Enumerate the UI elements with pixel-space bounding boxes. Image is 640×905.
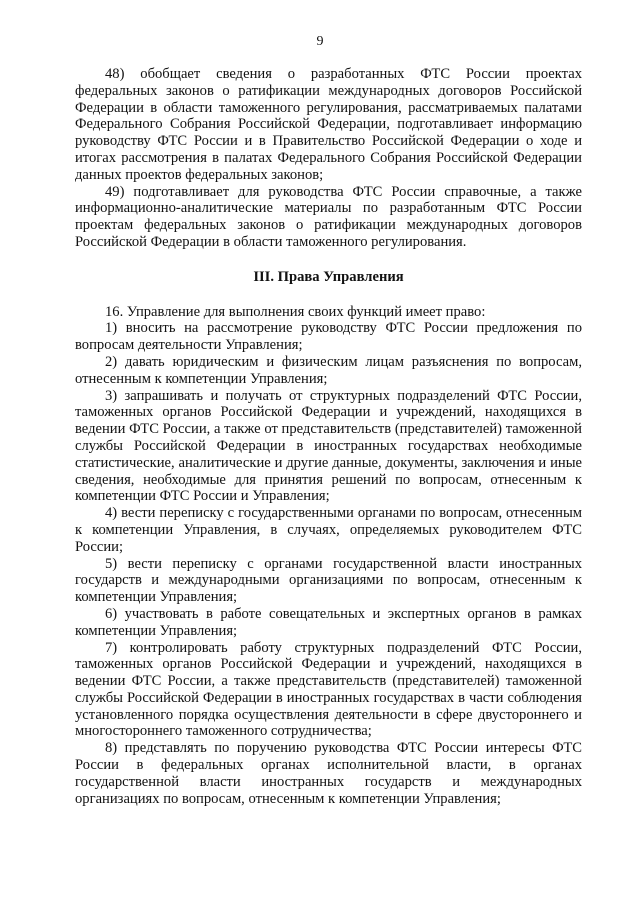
right-item-1: 1) вносить на рассмотрение руководству ФТС России предложения по вопросам деятельности Управления; [75,320,582,354]
right-item-8: 8) представлять по поручению руководства ФТС России интересы ФТС России в федеральных органах исполнительной власти, в органах государственной власти иностранных государств и международных организациях по вопросам, отнесенным к компетенции Управления; [75,740,582,807]
right-item-4: 4) вести переписку с государственными органами по вопросам, отнесенным к компетенции Управления, в случаях, определяемых руководителем ФТС России; [75,505,582,555]
right-item-2: 2) давать юридическим и физическим лицам разъяснения по вопросам, отнесенным к компетенции Управления; [75,353,582,387]
section-title: III. Права Управления [253,268,404,285]
right-item-3: 3) запрашивать и получать от структурных подразделений ФТС России, таможенных органов Российской Федерации и учреждений, находящихся в ведении ФТС России, а также от представительств (представителей) таможенной службы Российской Федерации в иностранных государствах необходимые статистические, аналитические и другие данные, документы, заключения и иные сведения, необходимые для принятия решений по вопросам, отнесенным к компетенции ФТС России и Управления; [75,387,582,505]
page-number: 9 [316,34,324,49]
right-item-5: 5) вести переписку с органами государственной власти иностранных государств и международными организациями по вопросам, отнесенным к компетенции Управления; [75,555,582,606]
document-body [75,66,582,807]
right-item-6: 6) участвовать в работе совещательных и экспертных органов в рамках компетенции Управления; [75,605,582,639]
right-item-7: 7) контролировать работу структурных подразделений ФТС России, таможенных органов Российской Федерации и учреждений, находящихся в ведении ФТС России, а также представительств (представителей) таможенной службы Российской Федерации в иностранных государствах в части соблюдения установленного порядка осуществления деятельности в сфере двустороннего и многостороннего таможенного сотрудничества; [75,639,582,740]
clause-49: 49) подготавливает для руководства ФТС России справочные, а также информационно-аналитические материалы по разработанным ФТС России проектам федеральных законов о ратификации международных договоров Российской Федерации в области таможенного регулирования. [75,183,582,250]
clause-48: 48) обобщает сведения о разработанных ФТС России проектах федеральных законов о ратификации международных договоров Российской Федерации в области таможенного регулирования, рассматриваемых палатами Федерального Собрания Российской Федерации, подготавливает информацию руководству ФТС России и в Правительство Российской Федерации о ходе и итогах рассмотрения в палатах Федерального Собрания Российской Федерации данных проектов федеральных законов; [75,66,582,183]
section-intro: 16. Управление для выполнения своих функций имеет право: [105,303,486,320]
